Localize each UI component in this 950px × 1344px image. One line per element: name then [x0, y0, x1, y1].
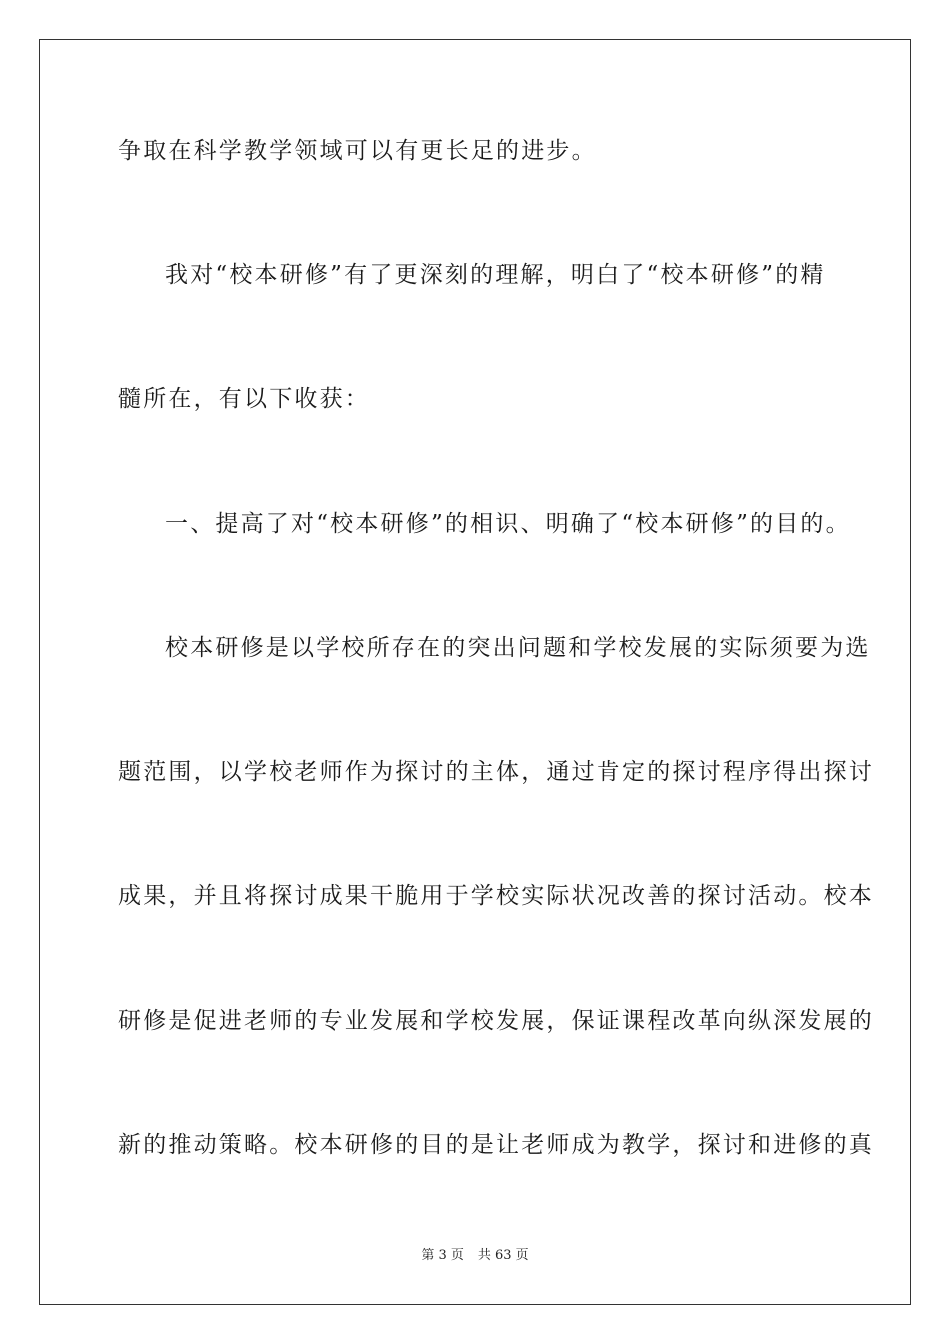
text-line-4: 一、提高了对“校本研修”的相识、明确了“校本研修”的目的。 — [165, 511, 851, 537]
text-line-1: 争取在科学教学领域可以有更长足的进步。 — [118, 138, 597, 164]
text-line-6: 题范围，以学校老师作为探讨的主体，通过肯定的探讨程序得出探讨 — [118, 759, 874, 785]
page-border — [39, 39, 911, 1305]
text-line-2: 我对“校本研修”有了更深刻的理解，明白了“校本研修”的精 — [165, 262, 826, 288]
page-total: 共 63 页 — [477, 1248, 529, 1263]
text-line-5: 校本研修是以学校所存在的突出问题和学校发展的实际须要为选 — [165, 635, 871, 661]
text-line-7: 成果，并且将探讨成果干脆用于学校实际状况改善的探讨活动。校本 — [118, 883, 874, 909]
text-line-9: 新的推动策略。校本研修的目的是让老师成为教学，探讨和进修的真 — [118, 1132, 874, 1158]
page-footer — [0, 1247, 950, 1265]
text-line-3: 髓所在，有以下收获： — [118, 386, 370, 412]
page-number: 第 3 页 — [421, 1248, 464, 1263]
text-line-8: 研修是促进老师的专业发展和学校发展，保证课程改革向纵深发展的 — [118, 1008, 874, 1034]
